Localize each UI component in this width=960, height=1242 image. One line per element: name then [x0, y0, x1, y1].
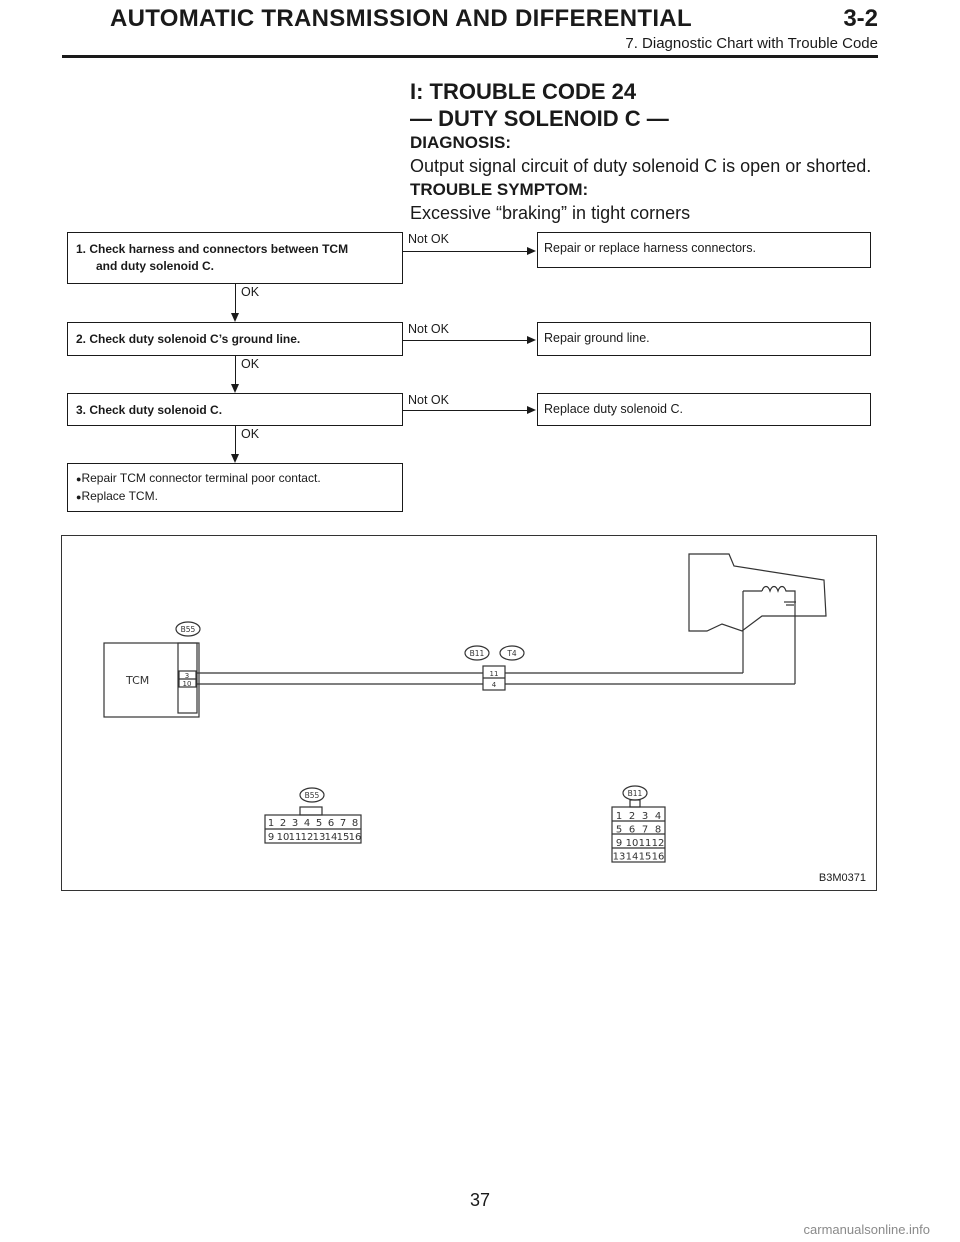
- b11-label: B11: [469, 649, 485, 658]
- bullet-icon: ●: [76, 492, 82, 502]
- b55-pin: 14: [324, 832, 338, 843]
- b11-pin: 4: [654, 811, 662, 822]
- not-ok-label-3: Not OK: [408, 393, 449, 407]
- b11-pin: 3: [641, 811, 649, 822]
- arrow-down-icon: [231, 384, 239, 393]
- b55-pin: 3: [291, 818, 299, 829]
- ok-line-2: [235, 356, 236, 384]
- arrow-right-icon: [527, 406, 536, 414]
- header-section-number: 3-2: [843, 5, 878, 32]
- b11-pin: 6: [628, 824, 636, 836]
- step-1-text-line1: 1. Check harness and connectors between TCM: [76, 242, 349, 256]
- ok-label-2: OK: [241, 357, 260, 371]
- step-box-2: [67, 322, 403, 356]
- b55-pin: 5: [315, 818, 323, 829]
- ok-label-1: OK: [241, 285, 260, 299]
- diagnosis-label: DIAGNOSIS:: [410, 133, 512, 152]
- step-2-text: 2. Check duty solenoid C’s ground line.: [76, 332, 301, 346]
- result-box-3: Replace duty solenoid C.: [537, 393, 871, 426]
- ok-label-3: OK: [241, 427, 260, 441]
- joint-pin-lower: 4: [491, 681, 497, 689]
- header-title: AUTOMATIC TRANSMISSION AND DIFFERENTIAL: [110, 5, 692, 32]
- tcm-pin-lower: 10: [182, 680, 192, 688]
- b11-pin: 5: [615, 824, 623, 836]
- transmission-outline: [689, 554, 826, 631]
- b11-pin: 15: [638, 851, 652, 863]
- not-ok-label-1: Not OK: [408, 232, 449, 246]
- final-action-box: [67, 463, 403, 512]
- final-action-item-2: ●Replace TCM.: [76, 489, 158, 503]
- b11-pin: 11: [638, 838, 652, 849]
- not-ok-line-2: [403, 340, 527, 341]
- symptom-text: Excessive “braking” in tight corners: [410, 203, 691, 223]
- b55-pin: 8: [351, 818, 359, 829]
- step-3-text: 3. Check duty solenoid C.: [76, 403, 223, 417]
- page-title-line2: — DUTY SOLENOID C —: [410, 106, 669, 131]
- arrow-down-icon: [231, 454, 239, 463]
- t4-label: T4: [507, 649, 517, 658]
- b11-pin: 16: [651, 851, 665, 863]
- figure-id: B3M0371: [818, 872, 866, 884]
- watermark: carmanualsonline.info: [803, 1222, 930, 1237]
- arrow-right-icon: [527, 336, 536, 344]
- b55-pin: 2: [279, 818, 287, 829]
- b55-pin: 1: [267, 818, 275, 829]
- header-rule: [62, 55, 878, 58]
- b11-pin: 14: [625, 851, 639, 863]
- b55-pin: 9: [267, 832, 275, 843]
- tcm-pin-upper: 3: [184, 672, 190, 680]
- arrow-down-icon: [231, 313, 239, 322]
- not-ok-label-2: Not OK: [408, 322, 449, 336]
- not-ok-line-1: [403, 251, 527, 252]
- page-number: 37: [469, 1190, 491, 1210]
- b11-face-label: B11: [627, 789, 643, 798]
- b55-pin: 16: [348, 832, 362, 843]
- b55-pin: 12: [300, 832, 314, 843]
- symptom-label: TROUBLE SYMPTOM:: [410, 180, 589, 199]
- result-box-1: Repair or replace harness connectors.: [537, 232, 871, 268]
- solenoid-coil: [762, 587, 795, 599]
- b55-pin: 15: [336, 832, 350, 843]
- step-box-1: [67, 232, 403, 284]
- b55-pin: 4: [303, 818, 311, 829]
- header-subtitle: 7. Diagnostic Chart with Trouble Code: [625, 35, 878, 52]
- arrow-right-icon: [527, 247, 536, 255]
- step-1-text-line2: and duty solenoid C.: [96, 259, 215, 273]
- page-title: [410, 78, 669, 132]
- b55-pin: 13: [312, 832, 326, 843]
- b11-pin: 10: [625, 838, 639, 849]
- b11-pin: 8: [654, 824, 662, 836]
- ok-line-1: [235, 284, 236, 313]
- b55-face-label: B55: [304, 791, 320, 800]
- joint-pin-upper: 11: [489, 670, 499, 678]
- page-title-line1: I: TROUBLE CODE 24: [410, 79, 637, 104]
- b55-pin: 7: [339, 818, 347, 829]
- bullet-icon: ●: [76, 474, 82, 484]
- b11-pin: 2: [628, 811, 636, 822]
- ok-line-3: [235, 426, 236, 454]
- b55-label: B55: [180, 625, 196, 634]
- b11-pin: 1: [615, 811, 623, 822]
- b11-pin: 13: [612, 851, 626, 863]
- final-action-item-1: ●Repair TCM connector terminal poor contact.: [76, 471, 321, 485]
- b11-pin: 9: [615, 838, 623, 849]
- b11-pin: 12: [651, 838, 665, 849]
- wiring-diagram: [61, 535, 877, 891]
- b55-pin: 6: [327, 818, 335, 829]
- b55-pin: 11: [288, 832, 302, 843]
- tcm-label: TCM: [126, 674, 150, 687]
- step-box-3: [67, 393, 403, 426]
- wiring-diagram-svg: [62, 536, 876, 890]
- b55-pin: 10: [276, 832, 290, 843]
- result-box-2: Repair ground line.: [537, 322, 871, 356]
- b11-pin: 7: [641, 824, 649, 836]
- not-ok-line-3: [403, 410, 527, 411]
- diagnosis-text: Output signal circuit of duty solenoid C is open or shorted.: [410, 156, 872, 176]
